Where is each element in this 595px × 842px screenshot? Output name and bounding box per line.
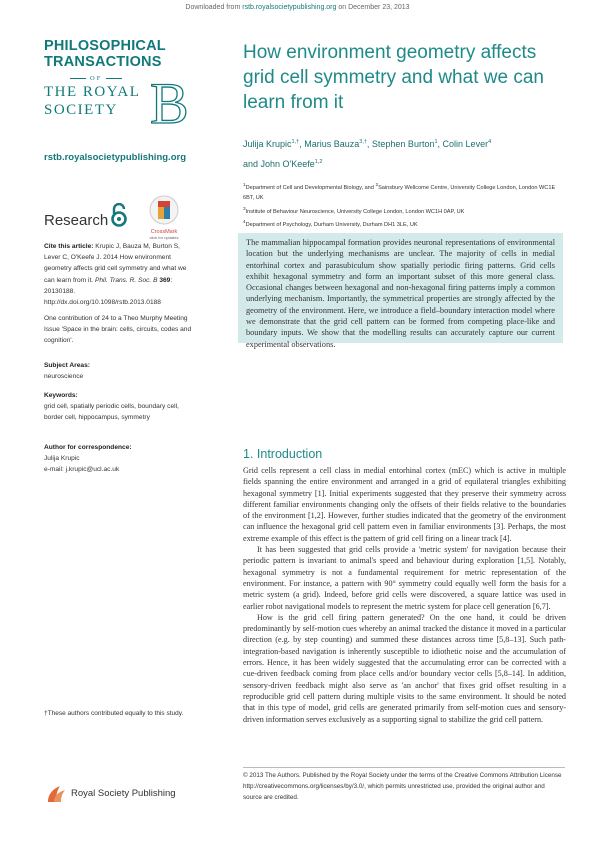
correspondence-email[interactable]: e-mail: j.krupic@ucl.ac.uk [44, 466, 120, 474]
doi-link[interactable]: http://dx.doi.org/10.1098/rstb.2013.0188 [44, 299, 161, 307]
cite-label: Cite this article: [44, 243, 94, 250]
rs-publishing-text: Royal Society Publishing [71, 788, 176, 799]
abstract-text: The mammalian hippocampal formation provides neuronal representations of environmental location but the underlying mechanisms are unclear. The majority of cells in medial entorhinal cortex and parasubiculum show spatially periodic firing patterns. Grid cells exhibit hexagonal symmetry and form an important subset of this more general class. Occasional changes between hexagonal and non-hexagonal firing patterns imply a common underlying mechanism. Importantly, the symmetrical properties are strongly affected by the geometry of the environment. Here, we introduce a field–boundary interaction model where we demonstrate that the grid cell pattern can be formed from competing place-like and boundary inputs. We show that the modelling results can accurately capture our current experimental observations. [246, 238, 555, 349]
cite-block: Cite this article: Krupic J, Bauza M, Burton S, Lever C, O'Keefe J. 2014 How environment geometry affects grid cell symmetry and what we can learn from it. Phil. Trans. R. Soc. B 369: 20130188. http://dx.doi.org/10.1098/rstb.2013.0188 [44, 243, 187, 307]
paragraph: It has been suggested that grid cells provide a 'metric system' for navigation because their periodic pattern is invariant to animal's speed and behaviour during exploration [1,5]. Notably, hexagonal symmetry is not a fundamental requirement for metric representation of the environment. For instance, a pattern with 90° symmetry could equally well form the basis for a metric system (a grid). Indeed, before grid cells were discovered, a square lattice was used in earlier robot navigational models to represent the metric system for place cell generation [6,7]. [243, 545, 566, 611]
download-prefix: Downloaded from [185, 4, 243, 11]
logo-line-1: PHILOSOPHICAL [44, 38, 166, 54]
affiliations [243, 180, 563, 231]
keywords: Keywords: grid cell, spatially periodic cells, boundary cell, border cell, hippocampus, symmetry [44, 392, 179, 422]
author[interactable]: Julija Krupic$^{1,\dagger}$ [243, 139, 300, 149]
crossmark-sub: click for updates [149, 235, 179, 240]
author-list: Julija Krupic$^{1,\dagger}$, Marius Bauza$^{3,\dagger}$, Stephen Burton$^1$, Colin Lever$^4$ and John O'Keefe$^{1,2}$ [243, 139, 492, 169]
logo-line-3: THE ROYAL [44, 84, 141, 100]
crossmark-icon[interactable] [146, 195, 182, 239]
logo-big-letter: B [150, 71, 189, 136]
royal-society-logo-icon [44, 782, 68, 806]
author[interactable]: Stephen Burton$^1$ [371, 139, 438, 149]
abstract-box [238, 233, 563, 349]
section-heading: 1. Introduction [243, 447, 323, 461]
download-suffix: on December 23, 2013 [336, 4, 410, 11]
open-access-icon [111, 203, 127, 227]
author[interactable]: Colin Lever$^4$ [442, 139, 492, 149]
logo-line-4: SOCIETY [44, 102, 118, 118]
logo-line-2: TRANSACTIONS [44, 54, 162, 70]
paragraph: Grid cells represent a cell class in medial entorhinal cortex (mEC) which is active in multiple fields spanning the entire environment and arranged in a grid of equilateral triangles exhibiting hexagonal symmetry [1]. Initial experiments suggested that they preserve their symmetry across different familiar environments changing only the offsets of their fields relative to the boundaries of the environment [1,2]. However, further studies indicated that the geometry of the environment can influence the hexagonal grid cell pattern even in familiar environments [3]. Perhaps, the most extreme example of this effect is the pattern of grid cell firing on a linear track [4]. [243, 466, 566, 543]
journal-logo [44, 38, 194, 148]
affiliation: $^1$Department of Cell and Developmental Biology, and $^2$Sainsbury Wellcome Centre, University College London, London WC1E 6BT, UK [243, 182, 556, 202]
crossmark-label: CrossMark [150, 229, 178, 235]
correspondence: Author for correspondence: Julija Krupic e-mail: j.krupic@ucl.ac.uk [44, 444, 132, 474]
issue-note: One contribution of 24 to a Theo Murphy Meeting Issue 'Space in the brain: cells, circuits, codes and cognition'. [44, 315, 192, 345]
royal-society-publishing-logo [44, 782, 194, 808]
license-note: © 2013 The Authors. Published by the Royal Society under the terms of the Creative Commons Attribution License http://creativecommons.org/licenses/by/3.0/, which permits unrestricted use, provided the original author and source are credited. [243, 767, 565, 803]
paragraph: How is the grid cell firing pattern generated? On the one hand, it could be driven predominantly by self-motion cues whereby an animal tracked the distance it moved in a particular direction (e.g. by step counting) and summed these distances across time [5,8–13]. Such path-integration-based navigation is inherently susceptible to idiothetic noise and the accumulation of errors. Hence, it has been widely suggested that the accumulating error can be corrected with a cue-driven feedback coming from place cells and/or boundary vector cells [5,8–14]. In addition, sensory-driven feedback might also serve as 'an anchor' that fixes grid offset resulting in a reproducible grid cell pattern during multiple visits to the same environment. It should be noted that in this type of model, grid cells are generated primarily from self-motion cues and sensory-driven information serves exclusively as a supporting signal to stabilize the grid cell pattern. [243, 612, 566, 724]
logo-of: OF [66, 75, 126, 82]
body-text [243, 465, 566, 725]
download-banner [0, 4, 595, 11]
article-type-label: Research [44, 212, 109, 229]
article-title: How environment geometry affects grid cell symmetry and what we can learn from it [243, 42, 544, 113]
author-footnote: †These authors contributed equally to this study. [44, 710, 184, 717]
affiliation: $^3$Institute of Behaviour Neuroscience, University College London, London WC1H 0AP, UK [243, 205, 465, 215]
journal-site-link[interactable]: rstb.royalsocietypublishing.org [44, 152, 186, 163]
download-site-link[interactable]: rstb.royalsocietypublishing.org [242, 4, 337, 11]
affiliation: $^4$Department of Psychology, Durham University, Durham DH1 3LE, UK [243, 219, 418, 229]
author[interactable]: John O'Keefe$^{1,2}$ [260, 159, 323, 169]
subject-areas: Subject Areas: neuroscience [44, 362, 90, 381]
author[interactable]: Marius Bauza$^{3,\dagger}$ [304, 139, 367, 149]
